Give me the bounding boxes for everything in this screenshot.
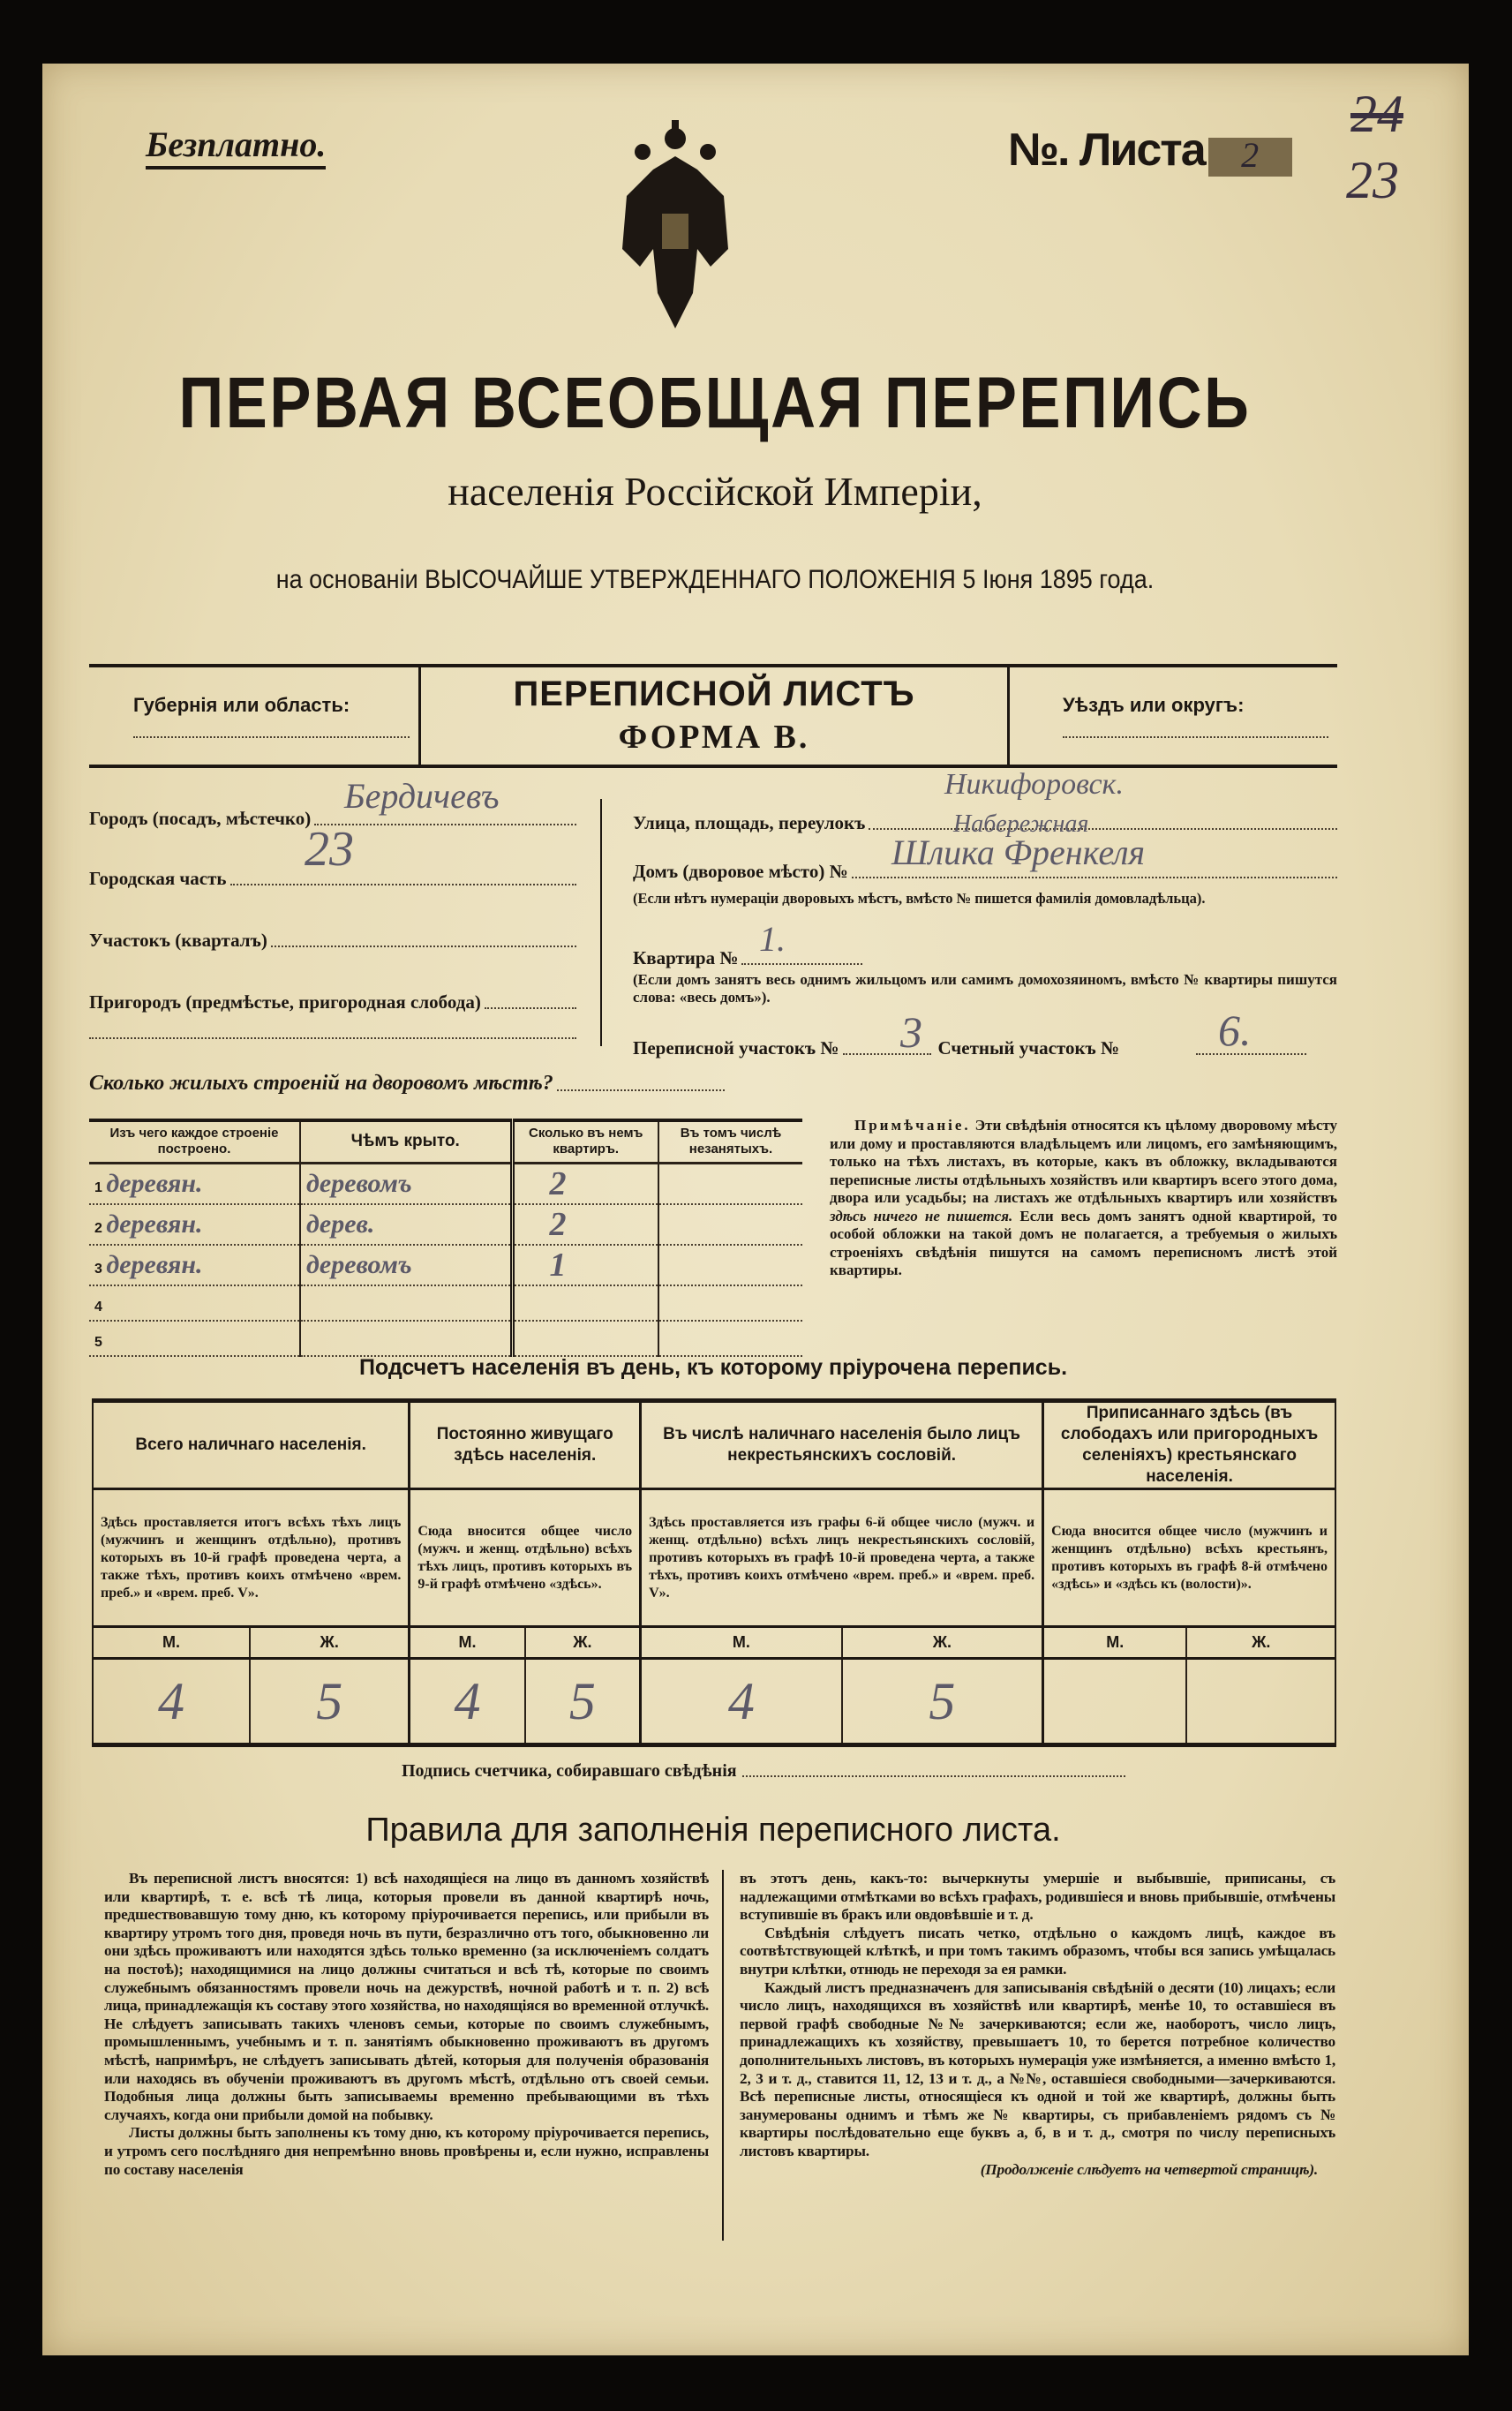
building-roof-cell[interactable]	[300, 1285, 512, 1321]
counting-section-value: 6.	[1218, 1006, 1252, 1055]
building-roof-cell[interactable]	[300, 1245, 512, 1285]
row-number: 3	[94, 1261, 102, 1277]
street-value-2: Набережная	[953, 810, 1089, 838]
population-col-title: Приписаннаго здѣсь (въ слободахъ или пригородныхъ селеніяхъ) крестьянскаго населенія.	[1043, 1401, 1335, 1489]
female-label: Ж.	[1186, 1627, 1335, 1659]
sheet-title-cell	[418, 667, 1010, 765]
building-material-cell[interactable]	[89, 1285, 300, 1321]
population-heading: Подсчетъ населенія въ день, къ которому пріурочена перепись.	[358, 1355, 1068, 1380]
buildings-note-text-2: Если весь домъ занятъ одной квартирой, то особой обложки на такой домъ не полагается, а требуемыя о жилыхъ строеніяхъ свѣдѣнія пишутся на самомъ переписномъ листѣ этой квартиры.	[830, 1207, 1337, 1278]
buildings-note-text: Эти свѣдѣнія относятся къ цѣлому дворовому мѣсту или дому и проставляются владѣльцемъ или лицомъ, его замѣняющимъ, только на тѣхъ листахъ, въ которые, какъ въ обложку, вкладываются переписные листы отдѣльныхъ хозяйствъ или квартиръ всего этого дома, двора или усадьбы; на листахъ же отдѣльныхъ квартиръ или хозяйствъ	[830, 1117, 1337, 1206]
city-value: Бердичевъ	[344, 776, 500, 816]
buildings-question-label: Сколько жилыхъ строеній на дворовомъ мѣстѣ?	[89, 1072, 553, 1095]
census-section-label: Переписной участокъ №	[633, 1037, 839, 1059]
row-number: 1	[94, 1179, 102, 1195]
female-label: Ж.	[250, 1627, 410, 1659]
row-number: 4	[94, 1299, 102, 1315]
rules-title: Правила для заполненія переписного листа.	[365, 1812, 1061, 1849]
buildings-table	[89, 1119, 802, 1357]
population-col-title: Постоянно живущаго здѣсь населенія.	[410, 1401, 641, 1489]
building-roof-value: деревомъ	[306, 1249, 412, 1279]
population-col-title: Въ числѣ наличнаго населенія было лицъ некрестьянскихъ сословій.	[641, 1401, 1043, 1489]
male-count-cell[interactable]	[641, 1659, 842, 1745]
district-label: Уѣздъ или округъ:	[1063, 694, 1245, 716]
page-title: ПЕРВАЯ ВСЕОБЩАЯ ПЕРЕПИСЬ	[178, 363, 1252, 443]
male-count: 4	[158, 1671, 184, 1730]
male-count-cell[interactable]	[1043, 1659, 1187, 1745]
buildings-row	[89, 1163, 802, 1204]
building-apartments-cell[interactable]	[512, 1285, 658, 1321]
building-material-value: деревян.	[106, 1249, 203, 1279]
row-number: 5	[94, 1334, 102, 1350]
sheet-number	[1008, 124, 1292, 177]
buildings-note-title: Примѣчаніе.	[854, 1117, 971, 1134]
building-material-cell[interactable]	[89, 1204, 300, 1245]
census-section-value: 3	[900, 1007, 922, 1057]
building-roof-cell[interactable]	[300, 1321, 512, 1356]
rules-right-column	[740, 1870, 1335, 2241]
house-value: Шлика Френкеля	[891, 833, 1146, 872]
counting-section-label: Счетный участокъ №	[937, 1037, 1120, 1059]
counting-section-field[interactable]	[1196, 1053, 1306, 1055]
apartment-label: Квартира №	[633, 947, 739, 968]
enumerator-signature	[402, 1761, 1125, 1782]
apartment-value: 1.	[759, 919, 786, 959]
female-count-cell[interactable]	[525, 1659, 641, 1745]
district-cell	[1010, 667, 1337, 765]
signature-field[interactable]	[742, 1775, 1125, 1777]
male-label: М.	[410, 1627, 525, 1659]
buildings-header-roof: Чѣмъ крыто.	[300, 1120, 512, 1163]
province-label: Губернія или область:	[133, 694, 350, 716]
female-count: 5	[568, 1671, 596, 1730]
building-vacant-cell[interactable]	[658, 1285, 802, 1321]
apartment-field[interactable]	[633, 934, 862, 969]
city-part-value: 23	[305, 822, 354, 877]
building-apartments-cell[interactable]	[512, 1321, 658, 1356]
rules-divider	[722, 1870, 724, 2241]
corner-note-crossed: 24	[1350, 85, 1403, 143]
buildings-row	[89, 1245, 802, 1285]
building-material-cell[interactable]	[89, 1321, 300, 1356]
building-vacant-cell[interactable]	[658, 1163, 802, 1204]
building-material-value: деревян.	[106, 1168, 203, 1198]
precinct-field[interactable]	[89, 916, 576, 952]
rules-left-column	[104, 1870, 709, 2241]
male-label: М.	[1043, 1627, 1187, 1659]
population-col-desc: Здѣсь проставляется изъ графы 6-й общее число (мужч. и женщ. отдѣльно) всѣхъ лицъ некрестьянскихъ сословій, противъ которыхъ въ графѣ 10-й проведена черта, а также тѣхъ, противъ коихъ отмѣчено «врем. преб.» и «врем. преб. V».	[641, 1489, 1043, 1627]
female-count: 5	[929, 1671, 956, 1730]
male-label: М.	[641, 1627, 842, 1659]
buildings-note	[830, 1117, 1337, 1280]
female-count: 5	[316, 1671, 343, 1730]
population-table	[92, 1398, 1336, 1747]
building-apartments-value: 2	[549, 1205, 567, 1243]
male-label: М.	[93, 1627, 250, 1659]
building-roof-cell[interactable]	[300, 1204, 512, 1245]
buildings-header-vacant: Въ томъ числѣ незанятыхъ.	[658, 1120, 802, 1163]
city-part-label: Городская часть	[89, 868, 227, 889]
female-label: Ж.	[525, 1627, 641, 1659]
rules-continued: (Продолженіе слѣдуетъ на четвертой страницѣ).	[980, 2160, 1318, 2178]
house-note: (Если нѣтъ нумераціи дворовыхъ мѣстъ, вмѣсто № пишется фамилія домовладѣльца).	[633, 890, 1206, 907]
rules-right-p1: въ этотъ день, какъ-то: вычеркнуты умершіе и выбывшіе, приписаны, съ надлежащими отмѣтками во всѣхъ графахъ, родившіеся и вновь прибывшіе, отмѣчены вступившіе въ бракъ или овдовѣвшіе и т. д.	[740, 1870, 1335, 1924]
street-label: Улица, площадь, переулокъ	[633, 812, 866, 833]
sheet-number-value: 2	[1208, 138, 1292, 177]
buildings-row	[89, 1321, 802, 1356]
rules-right-p3: Каждый листъ предназначенъ для записыванія свѣдѣній о десяти (10) лицахъ; если число лицъ, находящихся въ хозяйствѣ или квартирѣ, менѣе 10, то оставшіеся въ первой графѣ свободные №№ зачеркиваются; если же, наоборотъ, число лицъ, принадлежащихъ къ хозяйству, превышаетъ 10, то берется потребное количество дополнительныхъ листовъ, въ которыхъ нумерація уже измѣняется, а именно вмѣсто 1, 2, 3 и т. д., ставится 11, 12, 13 и т. д., а №№, оставшіеся свободными—зачеркиваются. Всѣ переписные листы, относящіеся къ одной и той же квартирѣ, должны быть занумерованы однимъ и тѣмъ же № квартиры, съ прибавленіемъ рядомъ съ № квартиры послѣдовательно еще буквъ а, б, в и т. д., смотря по числу переписныхъ листовъ квартиры.	[740, 1978, 1335, 2159]
form-header-box	[89, 664, 1337, 768]
buildings-note-italic: здѣсь ничего не пишется.	[830, 1207, 1013, 1224]
street-value: Никифоровск.	[944, 768, 1124, 801]
population-col-desc: Здѣсь проставляется итогъ всѣхъ тѣхъ лицъ (мужчинъ и женщинъ отдѣльно), противъ которыхъ въ 10-й графѣ проведена черта, а также тѣхъ, противъ коихъ отмѣчено «врем. преб.» и «врем. преб. V».	[93, 1489, 410, 1627]
double-headed-eagle-emblem	[618, 117, 733, 337]
building-material-cell[interactable]	[89, 1245, 300, 1285]
building-roof-cell[interactable]	[300, 1163, 512, 1204]
suburb-extra-line	[89, 1037, 576, 1039]
population-col-title: Всего наличнаго населенія.	[93, 1401, 410, 1489]
province-cell	[89, 667, 418, 765]
form-name: ФОРМА В.	[618, 719, 810, 756]
rules-left-p1: Въ переписной листъ вносятся: 1) всѣ находящіеся на лицо въ данномъ хозяйствѣ или квартирѣ, т. е. всѣ тѣ лица, которыя провели въ данной квартирѣ ночь, предшествовавшую тому дню, къ которому пріурочивается перепись, или прибыли въ квартиру утромъ того дня, проведя ночь въ пути, безразлично отъ того, обыкновенно ли они здѣсь проживаютъ или находятся здѣсь только временно (за исключеніемъ солдатъ на постоѣ); находящимися на лицо должны считаться и всѣ тѣ, которые по своимъ служебнымъ обязанностямъ провели ночь на дежурствѣ, ночной работѣ и т. п. 2) всѣ лица, принадлежащія къ составу этого хозяйства, но находящіяся во временной отлучкѣ. Не слѣдуетъ записывать такихъ членовъ семьи, которые по своимъ служебнымъ, промышленнымъ, учебнымъ и т. п. занятіямъ обыкновенно проживаютъ въ другомъ мѣстѣ, напримѣръ, не слѣдуетъ записывать дѣтей, которыя для полученія образованія или находясь въ обученіи проживаютъ въ другомъ мѣстѣ, отдѣльно отъ своей семьи. Подобныя лица должны быть записываемы временно пребывающими въ тѣхъ случаяхъ, когда они прибыли домой на побывку.	[104, 1870, 709, 2123]
page-subtitle: населенія Россійской Имперіи,	[448, 469, 982, 514]
building-apartments-value: 2	[549, 1164, 567, 1202]
building-apartments-value: 1	[549, 1246, 567, 1284]
male-count: 4	[454, 1671, 481, 1730]
population-col-desc: Сюда вносится общее число (мужч. и женщ. отдѣльно) всѣхъ тѣхъ лицъ, противъ которыхъ въ 9-й графѣ отмѣчено «здѣсь».	[410, 1489, 641, 1627]
suburb-label: Пригородъ (предмѣстье, пригородная слобода)	[89, 991, 481, 1013]
building-apartments-cell[interactable]	[512, 1204, 658, 1245]
building-material-value: деревян.	[106, 1209, 203, 1239]
buildings-header-apartments: Сколько въ немъ квартиръ.	[512, 1120, 658, 1163]
population-col-desc: Сюда вносится общее число (мужчинъ и женщинъ отдѣльно) всѣхъ крестьянъ, противъ которыхъ въ графѣ 8-й отмѣчено «здѣсь» и «здѣсь къ (волости)».	[1043, 1489, 1335, 1627]
city-label: Городъ (посадъ, мѣстечко)	[89, 808, 312, 829]
buildings-header-material: Изъ чего каждое строеніе построено.	[89, 1120, 300, 1163]
free-of-charge-label: Безплатно.	[146, 124, 326, 170]
sheet-number-label: №. Листа	[1008, 124, 1205, 176]
signature-label: Подпись счетчика, собиравшаго свѣдѣнія	[402, 1761, 737, 1781]
legal-basis: на основаніи ВЫСОЧАЙШЕ УТВЕРЖДЕННАГО ПОЛОЖЕНІЯ 5 Іюня 1895 года.	[275, 565, 1155, 594]
building-material-cell[interactable]	[89, 1163, 300, 1204]
building-roof-value: дерев.	[306, 1209, 375, 1239]
corner-note: 23	[1346, 151, 1399, 209]
sheet-title: ПЕРЕПИСНОЙ ЛИСТЪ	[513, 674, 915, 713]
suburb-field[interactable]	[89, 978, 576, 1013]
building-roof-value: деревомъ	[306, 1168, 412, 1198]
building-vacant-cell[interactable]	[658, 1245, 802, 1285]
building-vacant-cell[interactable]	[658, 1321, 802, 1356]
male-count-cell[interactable]	[93, 1659, 250, 1745]
rules-left-p2: Листы должны быть заполнены къ тому дню, къ которому пріурочивается перепись, и утромъ сего послѣдняго дня непремѣнно вновь провѣрены и, если нужно, исправлены по составу населенія	[104, 2124, 709, 2178]
house-label: Домъ (дворовое мѣсто) №	[633, 861, 848, 882]
building-vacant-cell[interactable]	[658, 1204, 802, 1245]
female-count-cell[interactable]	[250, 1659, 410, 1745]
column-divider	[600, 799, 602, 1046]
female-label: Ж.	[842, 1627, 1043, 1659]
male-count-cell[interactable]	[410, 1659, 525, 1745]
building-apartments-cell[interactable]	[512, 1163, 658, 1204]
census-section-field[interactable]	[633, 1024, 1120, 1059]
female-count-cell[interactable]	[842, 1659, 1043, 1745]
female-count-cell[interactable]	[1186, 1659, 1335, 1745]
buildings-row	[89, 1204, 802, 1245]
precinct-label: Участокъ (кварталъ)	[89, 930, 267, 951]
row-number: 2	[94, 1220, 102, 1236]
male-count: 4	[727, 1671, 755, 1730]
apartment-note: (Если домъ занятъ весь однимъ жильцомъ или самимъ домохозяиномъ, вмѣсто № квартиры пишутся слова: «весь домъ»).	[633, 971, 1337, 1006]
building-apartments-cell[interactable]	[512, 1245, 658, 1285]
buildings-row	[89, 1285, 802, 1321]
rules-right-p2: Свѣдѣнія слѣдуетъ писать четко, отдѣльно о каждомъ лицѣ, каждое въ соотвѣтствующей клѣткѣ, и при томъ такимъ образомъ, чтобы вся запись умѣщалась внутри клѣтки, отнюдь не переходя за ея рамки.	[740, 1924, 1335, 1978]
buildings-question	[89, 1072, 725, 1096]
